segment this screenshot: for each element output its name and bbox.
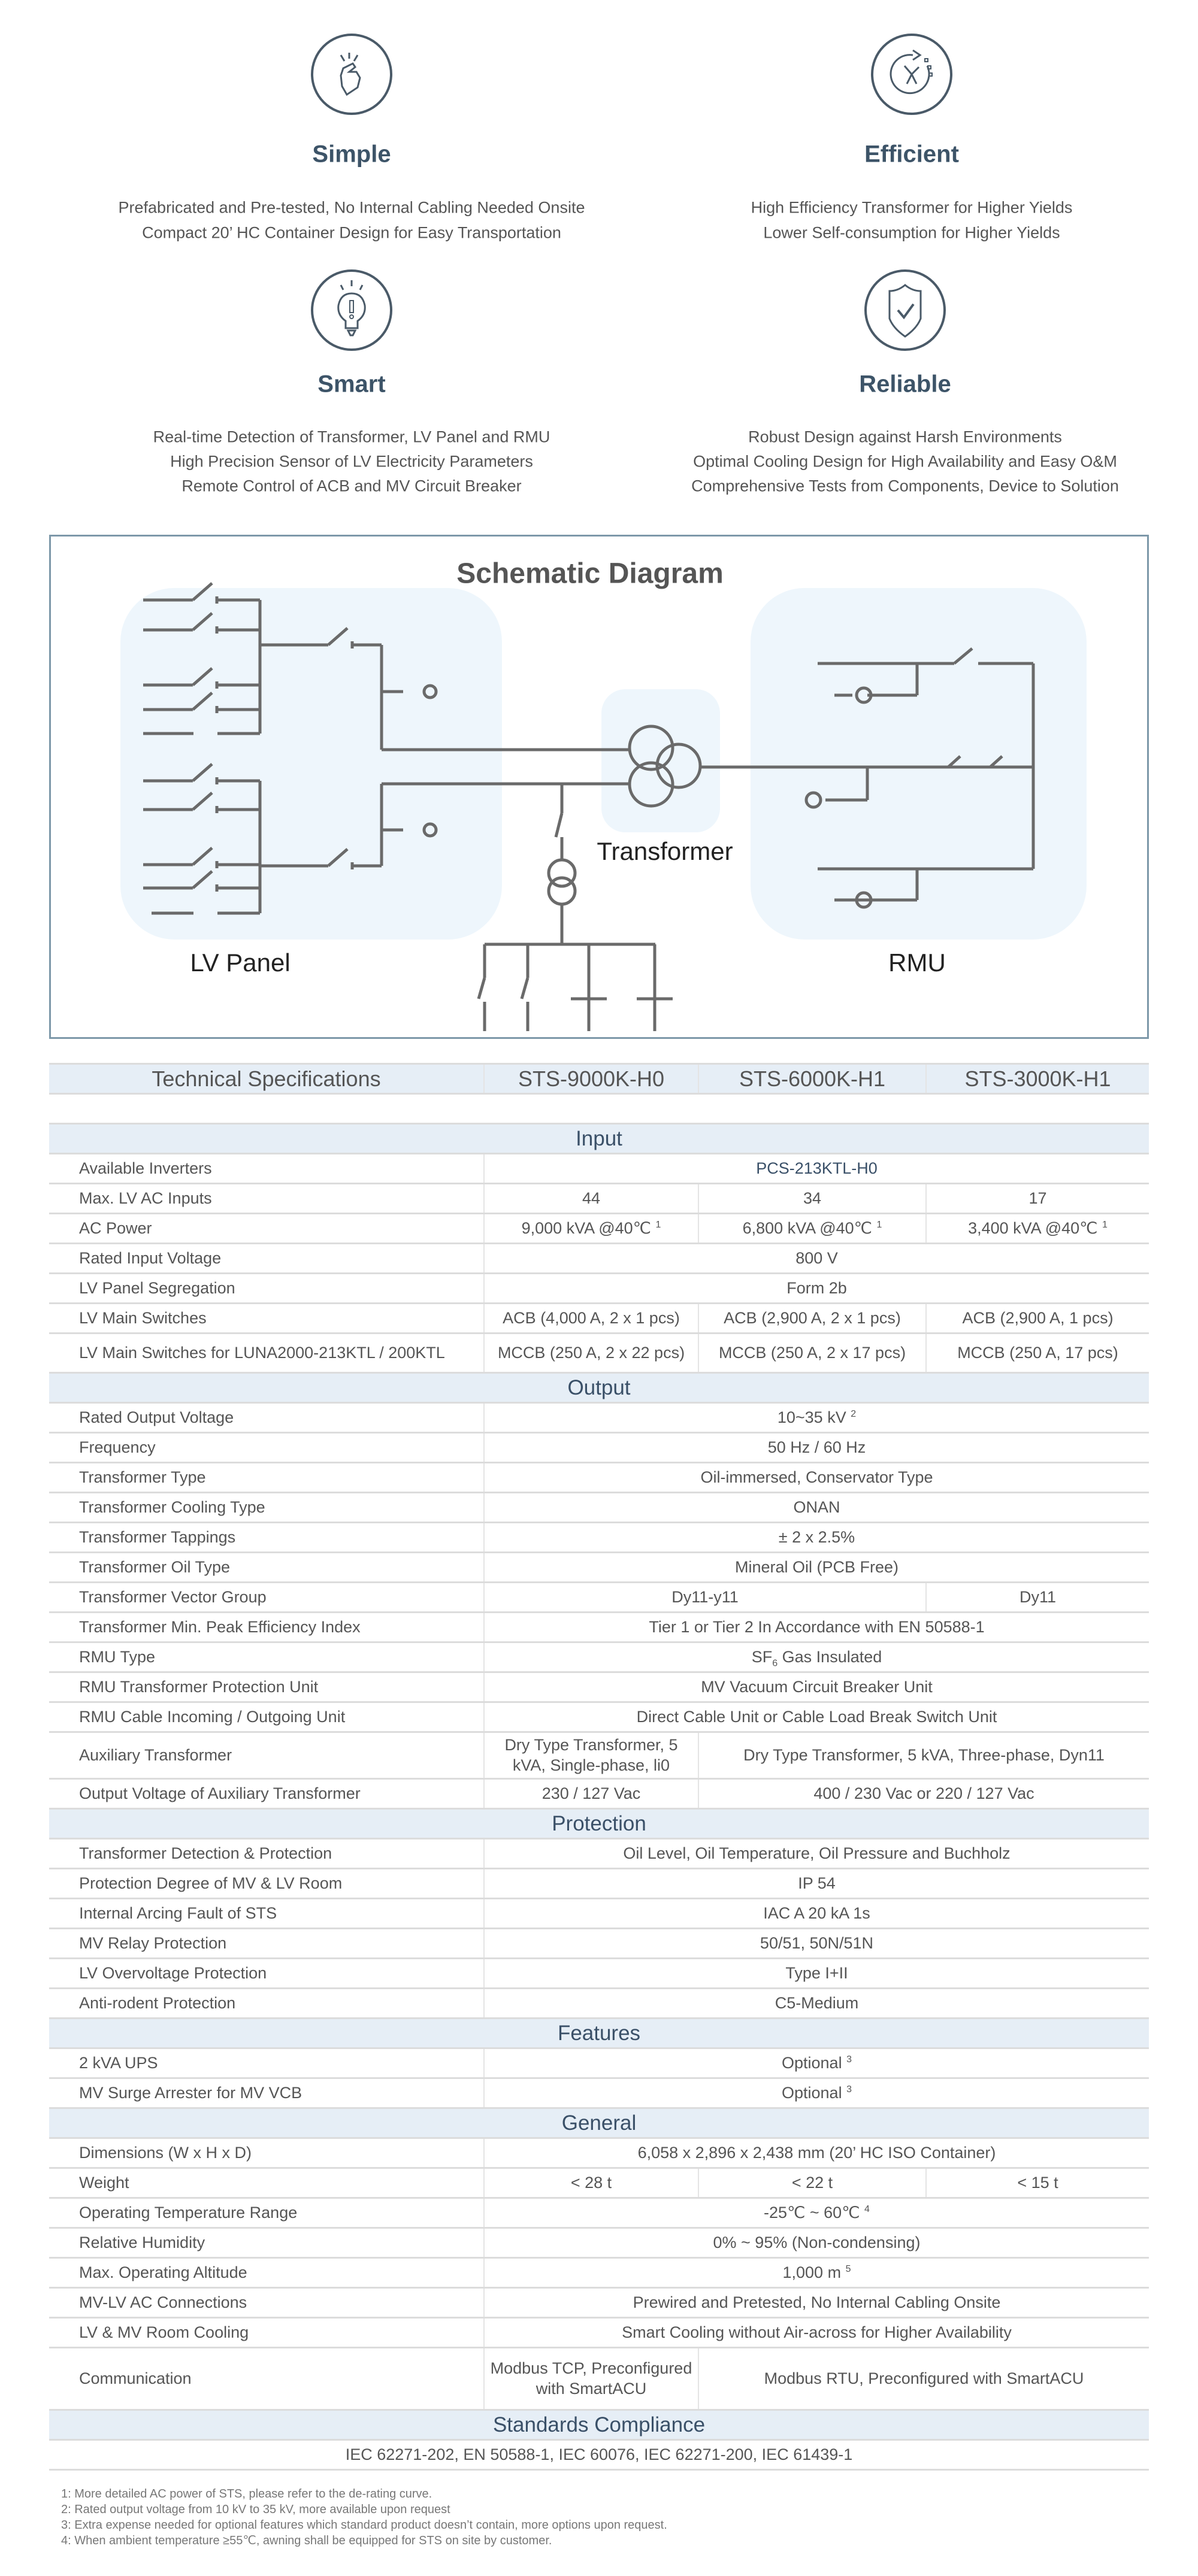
spec-row [49, 1583, 1149, 1613]
spec-value-text: 800 V [795, 1248, 838, 1267]
spec-label: Transformer Oil Type [49, 1553, 484, 1583]
spec-value [484, 1899, 1149, 1929]
spec-value-text: -25℃ ~ 60℃ [764, 2203, 860, 2222]
spec-value [484, 2288, 1149, 2318]
footnote-ref: 5 [845, 2263, 851, 2274]
spec-value [698, 1334, 926, 1373]
spec-row [49, 1433, 1149, 1463]
spec-value [698, 1304, 926, 1334]
spec-row [49, 1523, 1149, 1553]
spec-value [484, 1959, 1149, 1989]
spec-value-text: 10~35 kV [777, 1408, 846, 1426]
feature-line: Lower Self-consumption for Higher Yields [763, 223, 1060, 242]
spec-value-text: Prewired and Pretested, No Internal Cabling Onsite [633, 2293, 1001, 2311]
spec-value [484, 1839, 1149, 1869]
spec-label: Frequency [49, 1433, 484, 1463]
section-header [49, 2410, 1149, 2440]
spec-label: RMU Type [49, 1642, 484, 1672]
spec-value-text: Oil Level, Oil Temperature, Oil Pressure and Buchholz [623, 1844, 1011, 1862]
spec-row [49, 1214, 1149, 1244]
section-title: Input [49, 1124, 1149, 1154]
spec-label: Transformer Detection & Protection [49, 1839, 484, 1869]
spec-value-text: Smart Cooling without Air-across for Higher Availability [622, 2323, 1012, 2341]
spec-value [698, 1779, 1149, 1809]
spec-row [49, 2168, 1149, 2198]
spec-value [698, 1214, 926, 1244]
spec-row [49, 1403, 1149, 1433]
spec-label: Auxiliary Transformer [49, 1732, 484, 1779]
spec-label: Available Inverters [49, 1154, 484, 1184]
spec-row [49, 1304, 1149, 1334]
spec-value [926, 1304, 1149, 1334]
spec-value-text: < 28 t [570, 2173, 612, 2192]
footnote-ref: 4 [864, 2204, 870, 2214]
spec-row [49, 1672, 1149, 1702]
section-header [49, 2108, 1149, 2138]
spec-value-text: Dy11 [1019, 1587, 1057, 1606]
spec-value [484, 2078, 1149, 2108]
spec-label: Anti-rodent Protection [49, 1989, 484, 2019]
spec-value [484, 1433, 1149, 1463]
spec-label: Transformer Tappings [49, 1523, 484, 1553]
spec-value-text: Dry Type Transformer, 5 kVA, Three-phase, Dyn11 [743, 1745, 1105, 1764]
spec-row [49, 1869, 1149, 1899]
spec-row [49, 1989, 1149, 2019]
spec-value [484, 2168, 698, 2198]
spec-row [49, 1613, 1149, 1642]
spec-label: LV Main Switches for LUNA2000-213KTL / 200KTL [49, 1334, 484, 1373]
footnote: 1: More detailed AC power of STS, please refer to the de-rating curve. [61, 2487, 432, 2501]
spec-value-text: Modbus RTU, Preconfigured with SmartACU [764, 2369, 1084, 2387]
spec-value-text: SF [751, 1647, 773, 1666]
spec-value [484, 1403, 1149, 1433]
spec-label: Output Voltage of Auxiliary Transformer [49, 1779, 484, 1809]
spec-value-text: 50 Hz / 60 Hz [767, 1438, 866, 1456]
spec-label: Rated Input Voltage [49, 1244, 484, 1274]
spec-value-text: ONAN [793, 1498, 840, 1516]
spec-value [484, 1523, 1149, 1553]
spec-value-text: ACB (4,000 A, 2 x 1 pcs) [503, 1308, 680, 1327]
spec-value-text: 9,000 kVA @40℃ [521, 1219, 651, 1237]
spec-value-text: 0% ~ 95% (Non-condensing) [713, 2233, 921, 2251]
spec-row [49, 2228, 1149, 2258]
spec-value [698, 1184, 926, 1214]
spec-value [484, 1779, 698, 1809]
spec-label: 2 kVA UPS [49, 2048, 484, 2078]
spec-row [49, 1553, 1149, 1583]
spec-value-text: 6,058 x 2,896 x 2,438 mm (20’ HC ISO Container) [637, 2143, 996, 2162]
spec-label: LV Panel Segregation [49, 1274, 484, 1304]
spec-value-text: ± 2 x 2.5% [778, 1528, 855, 1546]
spec-row [49, 2048, 1149, 2078]
model-column-header: STS-9000K-H0 [484, 1064, 698, 1094]
spec-row [49, 1732, 1149, 1779]
spec-value-text: MCCB (250 A, 2 x 17 pcs) [718, 1343, 906, 1362]
feature-line: Compact 20’ HC Container Design for Easy Transportation [142, 223, 561, 242]
section-title: Protection [49, 1809, 1149, 1839]
spec-value-text: Form 2b [786, 1278, 847, 1297]
spec-value [484, 1929, 1149, 1959]
section-title: Features [49, 2019, 1149, 2048]
spec-value [484, 1334, 698, 1373]
spec-value [484, 1274, 1149, 1304]
spec-value-text: Oil-immersed, Conservator Type [700, 1468, 933, 1486]
spec-label: Protection Degree of MV & LV Room [49, 1869, 484, 1899]
spec-value [484, 1463, 1149, 1493]
transformer-zone [601, 689, 720, 832]
schematic-diagram [49, 535, 1149, 1039]
footnote-ref: 1 [1102, 1219, 1108, 1230]
spec-label: AC Power [49, 1214, 484, 1244]
spec-value-text: PCS-213KTL-H0 [756, 1159, 878, 1177]
spec-value [484, 2318, 1149, 2348]
spec-row [49, 1154, 1149, 1184]
feature-line: Robust Design against Harsh Environments [748, 428, 1062, 446]
spec-value-text: Optional [782, 2083, 842, 2102]
spec-header-row [49, 1064, 1149, 1094]
spec-label: Max. Operating Altitude [49, 2258, 484, 2288]
spec-label: RMU Cable Incoming / Outgoing Unit [49, 1702, 484, 1732]
transformer-label: Transformer [597, 837, 733, 865]
lv-panel-label: LV Panel [190, 948, 291, 977]
zones [120, 588, 1087, 940]
footnote: 3: Extra expense needed for optional features which standard product doesn’t contain, more options upon request. [61, 2519, 667, 2532]
spec-value [484, 1304, 698, 1334]
aux-transformer-winding [549, 878, 575, 904]
feature-line: High Efficiency Transformer for Higher Yields [751, 198, 1073, 217]
section-header [49, 1373, 1149, 1403]
spec-value-text: Mineral Oil (PCB Free) [734, 1557, 899, 1576]
footnote-ref: 1 [655, 1219, 661, 1230]
spec-value [926, 1583, 1149, 1613]
section-header [49, 1124, 1149, 1154]
spec-row [49, 1702, 1149, 1732]
spec-value-text: < 22 t [791, 2173, 833, 2192]
schematic-title: Schematic Diagram [456, 557, 724, 590]
technical-specifications-table [49, 1063, 1149, 2471]
spec-row [49, 1929, 1149, 1959]
feature-title: Smart [317, 371, 386, 398]
section-header [49, 2019, 1149, 2048]
spec-value-text: Modbus TCP, Preconfigured with SmartACU [490, 2359, 692, 2398]
spec-value [698, 2168, 926, 2198]
spec-row [49, 1274, 1149, 1304]
spec-label: Transformer Vector Group [49, 1583, 484, 1613]
spec-row [49, 1493, 1149, 1523]
spec-label: Transformer Type [49, 1463, 484, 1493]
feature-line: Remote Control of ACB and MV Circuit Breaker [181, 477, 522, 495]
spec-label: Rated Output Voltage [49, 1403, 484, 1433]
spec-value [926, 1334, 1149, 1373]
spec-value-text: 44 [582, 1189, 601, 1207]
spec-row [49, 1184, 1149, 1214]
spec-row [49, 2138, 1149, 2168]
spec-value-text: 6,800 kVA @40℃ [742, 1219, 872, 1237]
feature-line: Prefabricated and Pre-tested, No Internal Cabling Needed Onsite [118, 198, 585, 217]
spec-value-text: Optional [782, 2053, 842, 2072]
model-column-header: STS-6000K-H1 [698, 1064, 926, 1094]
spec-value [484, 2258, 1149, 2288]
section-title: General [49, 2108, 1149, 2138]
spec-value [484, 1672, 1149, 1702]
spec-value [926, 1184, 1149, 1214]
spec-row [49, 2198, 1149, 2228]
spec-value-text: 17 [1028, 1189, 1047, 1207]
spec-value [484, 1154, 1149, 1184]
spec-row [49, 1839, 1149, 1869]
section-header [49, 1809, 1149, 1839]
hand-tap-icon [310, 32, 394, 116]
spec-label: Transformer Cooling Type [49, 1493, 484, 1523]
spec-value-text: MV Vacuum Circuit Breaker Unit [701, 1677, 933, 1696]
spec-value [484, 1989, 1149, 2019]
spec-value [484, 1553, 1149, 1583]
model-column-header: STS-3000K-H1 [926, 1064, 1149, 1094]
spec-value-text: 400 / 230 Vac or 220 / 127 Vac [813, 1784, 1034, 1802]
feature-title: Reliable [859, 371, 951, 398]
spec-value-text: Gas Insulated [778, 1647, 882, 1666]
spec-value-text: ACB (2,900 A, 1 pcs) [962, 1308, 1114, 1327]
spec-row [49, 2288, 1149, 2318]
spec-value [484, 1214, 698, 1244]
footnote-ref: 3 [846, 2054, 852, 2065]
spec-value-text: C5-Medium [775, 1993, 859, 2012]
spec-row [49, 2440, 1149, 2470]
section-title: Output [49, 1373, 1149, 1403]
spec-value [926, 1214, 1149, 1244]
footnotes [61, 2486, 667, 2548]
spec-row [49, 1244, 1149, 1274]
spec-value-text: ACB (2,900 A, 2 x 1 pcs) [724, 1308, 901, 1327]
spec-value-text: Tier 1 or Tier 2 In Accordance with EN 50588-1 [649, 1617, 985, 1636]
spec-value [484, 2348, 698, 2410]
spec-label: Operating Temperature Range [49, 2198, 484, 2228]
spec-label: Relative Humidity [49, 2228, 484, 2258]
spec-value [49, 2440, 1149, 2470]
footnote-ref: 1 [876, 1219, 882, 1230]
spec-value [484, 1642, 1149, 1672]
spec-row [49, 1463, 1149, 1493]
spec-value [484, 2138, 1149, 2168]
spec-header-title: Technical Specifications [49, 1064, 484, 1094]
footnote-ref: 3 [846, 2084, 852, 2095]
spec-value-text: 230 / 127 Vac [541, 1784, 641, 1802]
spec-label: Transformer Min. Peak Efficiency Index [49, 1613, 484, 1642]
spec-value-text: 3,400 kVA @40℃ [968, 1219, 1098, 1237]
spec-row [49, 2258, 1149, 2288]
spacer [49, 1094, 1149, 1124]
spec-label: Weight [49, 2168, 484, 2198]
feature-line: Real-time Detection of Transformer, LV Panel and RMU [153, 428, 550, 446]
feature-title: Simple [312, 141, 391, 168]
spec-value-text: Dy11-y11 [671, 1587, 739, 1606]
footnote: 4: When ambient temperature ≥55℃, awning shall be equipped for STS on site by customer. [61, 2534, 552, 2547]
spacer-cell [49, 1094, 1149, 1124]
light-bulb-icon [310, 268, 394, 352]
footnote: 2: Rated output voltage from 10 kV to 35 kV, more available upon request [61, 2503, 450, 2516]
spec-value-text: IP 54 [798, 1874, 836, 1892]
spec-label: RMU Transformer Protection Unit [49, 1672, 484, 1702]
spec-value [698, 2348, 1149, 2410]
feature-line: High Precision Sensor of LV Electricity Parameters [170, 452, 533, 471]
spec-value [484, 1702, 1149, 1732]
spec-label: LV Main Switches [49, 1304, 484, 1334]
section-title: Standards Compliance [49, 2410, 1149, 2440]
spec-label: LV & MV Room Cooling [49, 2318, 484, 2348]
spec-label: Dimensions (W x H x D) [49, 2138, 484, 2168]
feature-line: Optimal Cooling Design for High Availability and Easy O&M [693, 452, 1117, 471]
clock-refresh-icon [870, 32, 954, 116]
subscript: 6 [772, 1658, 778, 1669]
spec-value [484, 1869, 1149, 1899]
spec-value-text: 1,000 m [782, 2263, 842, 2281]
spec-value-text: Dry Type Transformer, 5 kVA, Single-phase, li0 [504, 1735, 678, 1774]
spec-row [49, 1642, 1149, 1672]
spec-row [49, 1959, 1149, 1989]
rmu-label: RMU [888, 948, 946, 977]
spec-row [49, 2348, 1149, 2410]
spec-label: MV Relay Protection [49, 1929, 484, 1959]
spec-row [49, 2318, 1149, 2348]
spec-label: MV Surge Arrester for MV VCB [49, 2078, 484, 2108]
spec-value [484, 2048, 1149, 2078]
feature-line: Comprehensive Tests from Components, Device to Solution [691, 477, 1119, 495]
spec-value-text: Type I+II [785, 1963, 848, 1982]
spec-value-text: 34 [803, 1189, 822, 1207]
spec-value-text: MCCB (250 A, 2 x 22 pcs) [497, 1343, 685, 1362]
spec-label: Communication [49, 2348, 484, 2410]
spec-value [484, 1613, 1149, 1642]
shield-check-icon [863, 268, 947, 352]
spec-row [49, 2078, 1149, 2108]
spec-value [926, 2168, 1149, 2198]
spec-value [484, 1244, 1149, 1274]
spec-value [484, 2228, 1149, 2258]
spec-value-text: 50/51, 50N/51N [760, 1933, 874, 1952]
spec-label: Internal Arcing Fault of STS [49, 1899, 484, 1929]
spec-value [484, 1732, 698, 1779]
spec-row [49, 1334, 1149, 1373]
spec-value [484, 1583, 926, 1613]
spec-row [49, 1899, 1149, 1929]
spec-value-text: < 15 t [1017, 2173, 1058, 2192]
spec-value [484, 1184, 698, 1214]
spec-value-text: IEC 62271-202, EN 50588-1, IEC 60076, IEC 62271-200, IEC 61439-1 [345, 2445, 853, 2463]
spec-row [49, 1779, 1149, 1809]
feature-title: Efficient [864, 141, 959, 168]
spec-value-text: MCCB (250 A, 17 pcs) [957, 1343, 1118, 1362]
spec-label: LV Overvoltage Protection [49, 1959, 484, 1989]
spec-value-text: Direct Cable Unit or Cable Load Break Switch Unit [636, 1707, 997, 1726]
spec-value [698, 1732, 1149, 1779]
spec-value [484, 2198, 1149, 2228]
spec-value-text: IAC A 20 kA 1s [763, 1904, 870, 1922]
spec-value [484, 1493, 1149, 1523]
spec-label: Max. LV AC Inputs [49, 1184, 484, 1214]
spec-label: MV-LV AC Connections [49, 2288, 484, 2318]
footnote-ref: 2 [851, 1408, 857, 1419]
